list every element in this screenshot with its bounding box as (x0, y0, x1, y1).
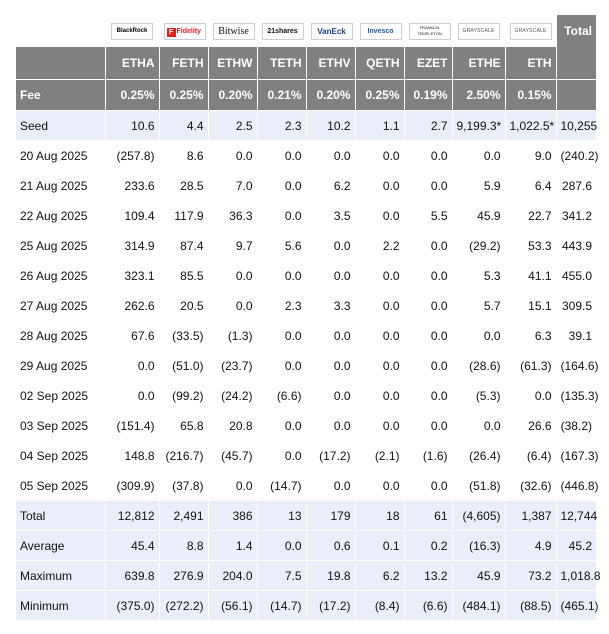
fee-value: 2.50% (452, 80, 505, 111)
table-cell: 6.2 (355, 561, 404, 591)
fee-value: 0.15% (505, 80, 556, 111)
table-cell: (14.7) (257, 471, 306, 501)
table-cell: 6.4 (505, 171, 556, 201)
table-cell: 0.0 (257, 321, 306, 351)
table-cell: 20.5 (159, 291, 208, 321)
fidelity-mark: F (167, 28, 176, 37)
table-row (16, 561, 596, 591)
brand-logo-bitwise (208, 15, 257, 47)
table-cell: 109.4 (105, 201, 159, 231)
table-cell: 0.0 (452, 141, 505, 171)
table-cell: 0.0 (306, 411, 355, 441)
total-column-header: Total (556, 15, 596, 47)
fidelity-wordmark: Fidelity (176, 27, 202, 35)
table-cell: 0.1 (355, 531, 404, 561)
table-cell: 45.4 (105, 531, 159, 561)
table-cell: 20.8 (208, 411, 257, 441)
row-label: Maximum (16, 561, 105, 591)
table-cell: 5.6 (257, 231, 306, 261)
vaneck-logo-icon: VanEck (311, 23, 353, 40)
table-cell: (216.7) (159, 441, 208, 471)
table-cell: 0.0 (452, 411, 505, 441)
table-cell: (1.3) (208, 321, 257, 351)
row-label: 27 Aug 2025 (16, 291, 105, 321)
table-cell: (309.9) (105, 471, 159, 501)
table-cell: 0.0 (257, 531, 306, 561)
table-cell: 0.0 (505, 381, 556, 411)
grayscale-logo-icon: GRAYSCALE (458, 23, 500, 40)
row-label: 20 Aug 2025 (16, 141, 105, 171)
row-label: 28 Aug 2025 (16, 321, 105, 351)
fee-value: 0.21% (257, 80, 306, 111)
table-cell: 0.0 (208, 291, 257, 321)
table-cell: 39.1 (556, 321, 596, 351)
table-cell: 0.0 (404, 261, 452, 291)
table-cell: 204.0 (208, 561, 257, 591)
table-cell: 0.0 (257, 411, 306, 441)
table-cell: 5.3 (452, 261, 505, 291)
table-cell: 0.0 (105, 381, 159, 411)
brand-logo-fidelity (159, 15, 208, 47)
table-cell: (375.0) (105, 591, 159, 621)
row-label: 04 Sep 2025 (16, 441, 105, 471)
table-cell: (14.7) (257, 591, 306, 621)
logo-row-blank (16, 15, 105, 47)
table-cell: 0.0 (306, 141, 355, 171)
table-cell: 639.8 (105, 561, 159, 591)
table-cell: 1,022.5* (505, 111, 556, 141)
table-cell: (51.0) (159, 351, 208, 381)
ticker-header: ETHW (208, 47, 257, 80)
table-cell: (32.6) (505, 471, 556, 501)
table-cell: 53.3 (505, 231, 556, 261)
table-row (16, 441, 596, 471)
bitwise-logo-icon: Bitwise (213, 23, 255, 40)
ticker-header: ETH (505, 47, 556, 80)
table-cell: 0.0 (355, 381, 404, 411)
table-cell: (45.7) (208, 441, 257, 471)
franklin-line2: TEMPLETON (417, 30, 442, 36)
table-cell: 45.9 (452, 201, 505, 231)
table-cell: 1,018.8 (556, 561, 596, 591)
table-cell: 0.0 (355, 321, 404, 351)
table-cell: 22.7 (505, 201, 556, 231)
fee-value: 0.25% (355, 80, 404, 111)
table-cell: 0.0 (306, 351, 355, 381)
table-cell: 0.0 (257, 141, 306, 171)
ticker-header: EZET (404, 47, 452, 80)
table-cell: (16.3) (452, 531, 505, 561)
table-cell: 45.9 (452, 561, 505, 591)
fee-value: 0.19% (404, 80, 452, 111)
table-cell: 45.2 (556, 531, 596, 561)
ticker-header: TETH (257, 47, 306, 80)
table-row (16, 471, 596, 501)
table-cell: 314.9 (105, 231, 159, 261)
table-cell: (135.3) (556, 381, 596, 411)
table-cell: 13.2 (404, 561, 452, 591)
table-cell: 10.2 (306, 111, 355, 141)
table-row (16, 291, 596, 321)
table-cell: 6.3 (505, 321, 556, 351)
table-cell: 8.8 (159, 531, 208, 561)
table-cell: 0.0 (404, 321, 452, 351)
brand-logo-vaneck (306, 15, 355, 47)
table-cell: (88.5) (505, 591, 556, 621)
table-cell: 15.1 (505, 291, 556, 321)
table-cell: (38.2) (556, 411, 596, 441)
table-cell: (164.6) (556, 351, 596, 381)
table-cell: 0.0 (404, 411, 452, 441)
table-cell: (240.2) (556, 141, 596, 171)
table-cell: 9.7 (208, 231, 257, 261)
table-cell: 0.0 (306, 471, 355, 501)
table-row (16, 231, 596, 261)
table-cell: 0.0 (355, 201, 404, 231)
table-cell: 12,812 (105, 501, 159, 531)
table-cell: (17.2) (306, 441, 355, 471)
brand-logo-invesco (355, 15, 404, 47)
table-cell: (51.8) (452, 471, 505, 501)
table-cell: (29.2) (452, 231, 505, 261)
table-cell: 0.0 (208, 141, 257, 171)
table-cell: 0.0 (355, 141, 404, 171)
table-cell: 9.0 (505, 141, 556, 171)
table-row (16, 261, 596, 291)
table-cell: 386 (208, 501, 257, 531)
brand-logo-grayscale-ethe (452, 15, 505, 47)
ticker-header: ETHV (306, 47, 355, 80)
table-row (16, 381, 596, 411)
table-cell: 5.9 (452, 171, 505, 201)
table-row (16, 141, 596, 171)
table-cell: (6.4) (505, 441, 556, 471)
table-cell: 0.0 (306, 381, 355, 411)
table-cell: 0.0 (257, 441, 306, 471)
table-cell: 61 (404, 501, 452, 531)
table-cell: (33.5) (159, 321, 208, 351)
fee-value: 0.25% (159, 80, 208, 111)
table-cell: (17.2) (306, 591, 355, 621)
table-cell: 323.1 (105, 261, 159, 291)
table-cell: 65.8 (159, 411, 208, 441)
table-cell: 36.3 (208, 201, 257, 231)
row-label: Minimum (16, 591, 105, 621)
row-label: 25 Aug 2025 (16, 231, 105, 261)
table-cell: 0.0 (404, 381, 452, 411)
table-row (16, 531, 596, 561)
blackrock-logo-icon: BlackRock (111, 23, 153, 40)
franklin-templeton-logo-icon (409, 23, 451, 40)
table-cell: 455.0 (556, 261, 596, 291)
row-label: Average (16, 531, 105, 561)
table-cell: 4.9 (505, 531, 556, 561)
table-cell: 2.2 (355, 231, 404, 261)
grayscale-mini-logo-icon: GRAYSCALE (510, 23, 552, 40)
table-cell: 0.0 (452, 321, 505, 351)
table-cell: 309.5 (556, 291, 596, 321)
table-cell: 67.6 (105, 321, 159, 351)
fidelity-logo-icon (164, 23, 206, 40)
table-row (16, 591, 596, 621)
table-cell: 87.4 (159, 231, 208, 261)
table-cell: 7.0 (208, 171, 257, 201)
table-cell: 28.5 (159, 171, 208, 201)
table-cell: 0.0 (208, 471, 257, 501)
table-cell: 0.0 (404, 471, 452, 501)
table-cell: (56.1) (208, 591, 257, 621)
table-cell: 0.0 (306, 261, 355, 291)
table-cell: 262.6 (105, 291, 159, 321)
ticker-header: FETH (159, 47, 208, 80)
table-row (16, 171, 596, 201)
table-cell: (484.1) (452, 591, 505, 621)
fee-value (556, 80, 596, 111)
table-cell: 8.6 (159, 141, 208, 171)
table-cell: 3.3 (306, 291, 355, 321)
table-cell: (8.4) (355, 591, 404, 621)
table-cell: 117.9 (159, 201, 208, 231)
table-cell: 0.0 (355, 471, 404, 501)
ticker-row-total-blank (556, 47, 596, 80)
table-cell: (272.2) (159, 591, 208, 621)
table-cell: 4.4 (159, 111, 208, 141)
row-label: 02 Sep 2025 (16, 381, 105, 411)
row-label: 26 Aug 2025 (16, 261, 105, 291)
table-cell: 10,255 (556, 111, 596, 141)
table-cell: 2.3 (257, 291, 306, 321)
ticker-row (16, 47, 596, 80)
table-cell: 179 (306, 501, 355, 531)
table-cell: 0.0 (306, 321, 355, 351)
logo-row (16, 15, 596, 47)
table-cell: 0.0 (257, 201, 306, 231)
table-cell: 0.0 (404, 141, 452, 171)
table-cell: 12,744 (556, 501, 596, 531)
table-cell: 0.0 (257, 261, 306, 291)
table-cell: (465.1) (556, 591, 596, 621)
table-cell: 26.6 (505, 411, 556, 441)
brand-logo-21shares (257, 15, 306, 47)
table-cell: (24.2) (208, 381, 257, 411)
table-cell: 1,387 (505, 501, 556, 531)
table-cell: (257.8) (105, 141, 159, 171)
table-cell: 341.2 (556, 201, 596, 231)
table-cell: (446.8) (556, 471, 596, 501)
table-cell: 0.0 (105, 351, 159, 381)
fee-value: 0.25% (105, 80, 159, 111)
table-cell: 85.5 (159, 261, 208, 291)
table-cell: (6.6) (257, 381, 306, 411)
table-cell: 18 (355, 501, 404, 531)
franklin-line1: FRANKLIN (419, 24, 440, 30)
row-label: 22 Aug 2025 (16, 201, 105, 231)
table-cell: (1.6) (404, 441, 452, 471)
table-row (16, 111, 596, 141)
etf-flows-table (16, 15, 601, 620)
table-cell: (28.6) (452, 351, 505, 381)
table-cell: 0.0 (355, 171, 404, 201)
table-cell: (61.3) (505, 351, 556, 381)
table-row (16, 351, 596, 381)
table-cell: 0.0 (404, 291, 452, 321)
row-label: 29 Aug 2025 (16, 351, 105, 381)
brand-logo-franklin (404, 15, 452, 47)
row-label: Seed (16, 111, 105, 141)
table-cell: (5.3) (452, 381, 505, 411)
table-cell: 5.7 (452, 291, 505, 321)
table-cell: (2.1) (355, 441, 404, 471)
table-cell: (26.4) (452, 441, 505, 471)
table-cell: 287.6 (556, 171, 596, 201)
table-cell: 0.2 (404, 531, 452, 561)
brand-logo-grayscale-eth (505, 15, 556, 47)
table-cell: (37.8) (159, 471, 208, 501)
table-row (16, 201, 596, 231)
table-cell: 2.7 (404, 111, 452, 141)
table-cell: (167.3) (556, 441, 596, 471)
table-cell: 233.6 (105, 171, 159, 201)
table-cell: 1.1 (355, 111, 404, 141)
table-cell: 2.5 (208, 111, 257, 141)
table-cell: 13 (257, 501, 306, 531)
fee-label: Fee (16, 80, 105, 111)
table-cell: 148.8 (105, 441, 159, 471)
table-cell: 19.8 (306, 561, 355, 591)
table-row (16, 321, 596, 351)
table-cell: 2,491 (159, 501, 208, 531)
ticker-header: ETHA (105, 47, 159, 80)
table-cell: 73.2 (505, 561, 556, 591)
table-cell: 0.0 (404, 171, 452, 201)
table-row (16, 501, 596, 531)
ticker-header: ETHE (452, 47, 505, 80)
table-cell: 2.3 (257, 111, 306, 141)
fee-row (16, 80, 596, 111)
table-cell: 0.0 (355, 411, 404, 441)
table-cell: 0.0 (355, 291, 404, 321)
table-cell: (6.6) (404, 591, 452, 621)
table-cell: 10.6 (105, 111, 159, 141)
brand-logo-blackrock (105, 15, 159, 47)
etf-flows-table-container (16, 15, 601, 620)
row-label: Total (16, 501, 105, 531)
ticker-header: QETH (355, 47, 404, 80)
table-cell: 41.1 (505, 261, 556, 291)
table-cell: (99.2) (159, 381, 208, 411)
table-cell: 9,199.3* (452, 111, 505, 141)
table-cell: 7.5 (257, 561, 306, 591)
table-cell: 3.5 (306, 201, 355, 231)
table-cell: 443.9 (556, 231, 596, 261)
table-cell: (151.4) (105, 411, 159, 441)
table-cell: 0.0 (306, 231, 355, 261)
table-cell: 0.0 (208, 261, 257, 291)
ticker-row-blank (16, 47, 105, 80)
table-cell: 6.2 (306, 171, 355, 201)
table-cell: 0.0 (257, 351, 306, 381)
table-cell: 0.0 (257, 171, 306, 201)
invesco-logo-icon: Invesco (360, 23, 402, 40)
row-label: 05 Sep 2025 (16, 471, 105, 501)
table-cell: (4,605) (452, 501, 505, 531)
table-cell: 0.0 (355, 261, 404, 291)
table-cell: 1.4 (208, 531, 257, 561)
fee-value: 0.20% (208, 80, 257, 111)
21shares-logo-icon: 21shares (262, 23, 304, 40)
table-cell: 0.6 (306, 531, 355, 561)
table-cell: 0.0 (404, 351, 452, 381)
table-cell: 276.9 (159, 561, 208, 591)
fee-value: 0.20% (306, 80, 355, 111)
row-label: 03 Sep 2025 (16, 411, 105, 441)
table-cell: 5.5 (404, 201, 452, 231)
table-cell: 0.0 (404, 231, 452, 261)
row-label: 21 Aug 2025 (16, 171, 105, 201)
table-cell: (23.7) (208, 351, 257, 381)
table-row (16, 411, 596, 441)
table-cell: 0.0 (355, 351, 404, 381)
